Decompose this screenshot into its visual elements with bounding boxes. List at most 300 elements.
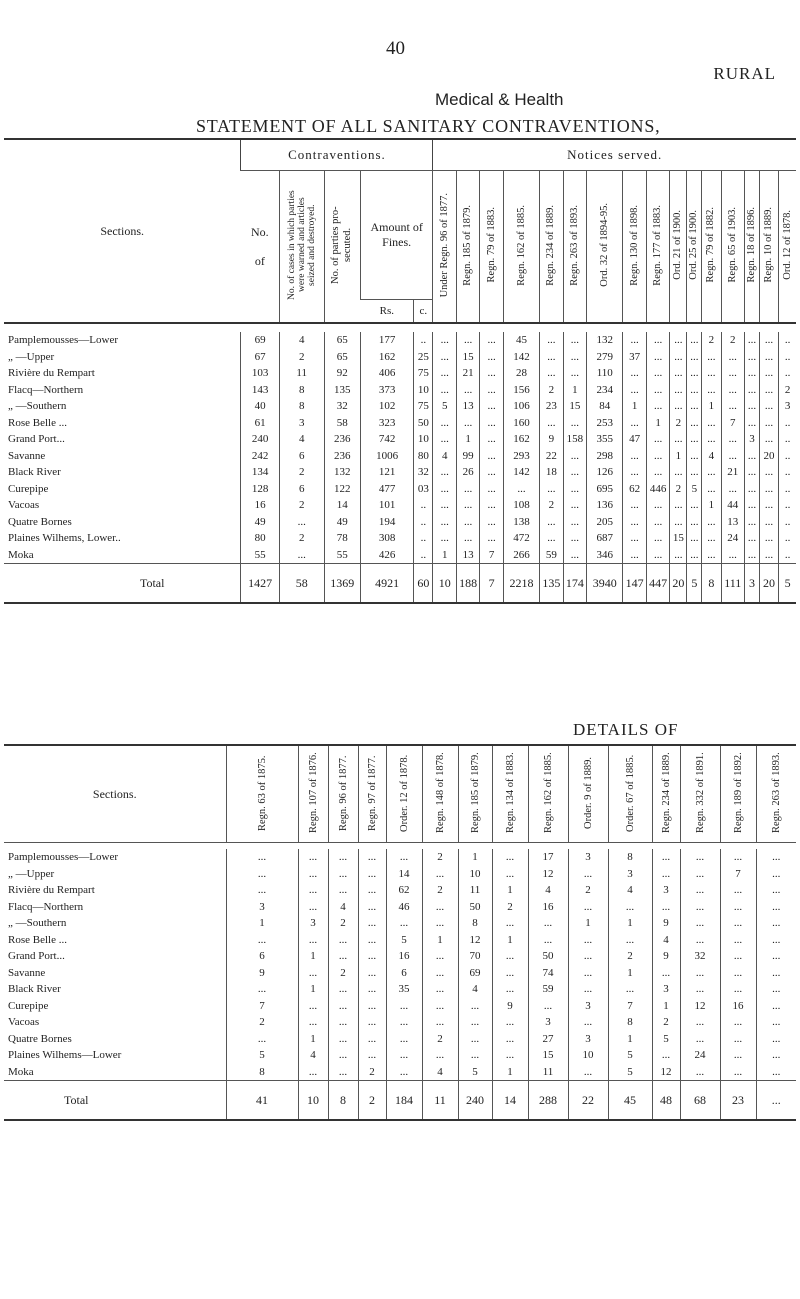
- details-cell: ...: [386, 1047, 422, 1064]
- notice-cell: 2: [540, 497, 563, 514]
- notice-cell: 695: [587, 481, 623, 498]
- table-row: [4, 431, 796, 448]
- details-cell: ...: [328, 849, 358, 866]
- notice-cell: 62: [623, 481, 646, 498]
- notice-cell: ...: [687, 415, 702, 432]
- notice-cell: 136: [587, 497, 623, 514]
- details-col-header: [386, 745, 422, 843]
- notice-cell: ...: [687, 332, 702, 349]
- notice-cell: ...: [744, 448, 759, 465]
- notice-col-label: Regn. 130 of 1898.: [628, 204, 640, 286]
- details-cell: ...: [458, 1031, 492, 1048]
- section-name: Savanne: [8, 449, 46, 462]
- details-cell: ...: [298, 932, 328, 949]
- cell-c: 80: [414, 448, 433, 465]
- section-name: Black River: [8, 466, 61, 479]
- details-col-label: Regn. 96 of 1877.: [337, 754, 349, 831]
- header-rural: RURAL: [713, 64, 776, 83]
- notice-cell: ..: [779, 547, 796, 564]
- notice-cell: ...: [433, 349, 456, 366]
- table-row: [4, 464, 796, 481]
- cell-cases: 2: [279, 497, 324, 514]
- details-cell: ...: [358, 1047, 386, 1064]
- notice-cell: ...: [433, 481, 456, 498]
- section-name: „ —Southern: [8, 917, 67, 930]
- notice-cell: 293: [503, 448, 539, 465]
- details-cell: ...: [680, 932, 720, 949]
- details-cell: ...: [720, 932, 756, 949]
- notice-cell: ...: [563, 415, 586, 432]
- cell-pros: 65: [324, 332, 360, 349]
- cell-cases: 8: [279, 382, 324, 399]
- details-cell: 7: [226, 998, 298, 1015]
- notice-col-label: Ord. 12 of 1878.: [781, 210, 793, 280]
- notice-cell: 3: [744, 431, 759, 448]
- notice-cell: 106: [503, 398, 539, 415]
- details-cell: 2: [422, 1031, 458, 1048]
- cell-rs: 101: [360, 497, 413, 514]
- cell-cases: 2: [279, 349, 324, 366]
- details-cell: ...: [422, 915, 458, 932]
- notice-cell: ...: [480, 464, 503, 481]
- notice-cell: 15: [456, 349, 479, 366]
- details-cell: ...: [328, 866, 358, 883]
- total-details-cell: 8: [328, 1081, 358, 1121]
- table-row: [4, 398, 796, 415]
- notice-cell: ...: [744, 514, 759, 531]
- details-cell: ...: [720, 849, 756, 866]
- details-col-label: Regn. 162 of 1885.: [542, 752, 554, 833]
- notice-cell: ...: [540, 365, 563, 382]
- notice-cell: 3: [779, 398, 796, 415]
- notice-cell: ...: [563, 464, 586, 481]
- notice-cell: ...: [623, 547, 646, 564]
- notice-cell: 7: [480, 547, 503, 564]
- cell-no: 69: [241, 332, 279, 349]
- total-details-cell: 240: [458, 1081, 492, 1121]
- details-cell: ...: [608, 899, 652, 916]
- notice-col-label: Ord. 21 of 1900.: [672, 210, 684, 280]
- details-cell: ...: [298, 849, 328, 866]
- section-name: Rivière du Rempart: [8, 884, 95, 897]
- total-notice-cell: 5: [779, 564, 796, 604]
- details-cell: ...: [358, 899, 386, 916]
- table-row: [4, 1047, 796, 1064]
- details-cell: 27: [528, 1031, 568, 1048]
- notice-col-header: [721, 171, 744, 324]
- notice-col-label: Regn. 18 of 1896.: [745, 207, 757, 283]
- details-cell: ...: [568, 932, 608, 949]
- cell-c: ..: [414, 514, 433, 531]
- details-cell: ...: [568, 981, 608, 998]
- notice-col-label: Regn. 234 of 1889.: [545, 204, 557, 286]
- notice-cell: 4: [433, 448, 456, 465]
- cell-c: 03: [414, 481, 433, 498]
- cell-no: 61: [241, 415, 279, 432]
- notice-cell: 44: [721, 497, 744, 514]
- details-cell: ...: [328, 998, 358, 1015]
- total-details-cell: 2: [358, 1081, 386, 1121]
- notice-cell: 1: [433, 547, 456, 564]
- notice-cell: ...: [670, 464, 687, 481]
- notice-cell: ...: [759, 349, 778, 366]
- notice-cell: ...: [456, 332, 479, 349]
- notice-col-label: Regn. 79 of 1882.: [705, 207, 717, 283]
- details-cell: ...: [652, 866, 680, 883]
- total-details-cell: 41: [226, 1081, 298, 1121]
- contraventions-group-header: Contraventions.: [241, 139, 433, 171]
- details-cell: 70: [458, 948, 492, 965]
- notice-cell: ...: [540, 514, 563, 531]
- cell-cases: 4: [279, 431, 324, 448]
- notice-cell: ...: [646, 431, 669, 448]
- details-cell: 9: [226, 965, 298, 982]
- notice-cell: ...: [480, 530, 503, 547]
- notice-cell: ...: [623, 365, 646, 382]
- notice-cell: ...: [433, 514, 456, 531]
- notice-cell: 1: [456, 431, 479, 448]
- notice-cell: ...: [646, 464, 669, 481]
- table-row: [4, 382, 796, 399]
- of-label: of: [254, 253, 265, 268]
- details-cell: ...: [756, 866, 796, 883]
- details-cell: ...: [528, 998, 568, 1015]
- notice-cell: ...: [623, 464, 646, 481]
- details-cell: 1: [608, 915, 652, 932]
- total-c: 60: [414, 564, 433, 604]
- details-cell: ...: [720, 1031, 756, 1048]
- details-cell: ...: [328, 948, 358, 965]
- details-cell: 1: [608, 965, 652, 982]
- notice-col-label: Regn. 10 of 1889.: [763, 207, 775, 283]
- notice-cell: ...: [702, 431, 721, 448]
- details-cell: 3: [568, 849, 608, 866]
- notice-cell: ...: [563, 349, 586, 366]
- notice-cell: ...: [540, 349, 563, 366]
- details-cell: ...: [386, 1014, 422, 1031]
- notice-cell: ..: [779, 415, 796, 432]
- details-cell: 8: [608, 849, 652, 866]
- notice-cell: ...: [646, 398, 669, 415]
- details-col-label: Regn. 107 of 1876.: [307, 752, 319, 833]
- notice-cell: 4: [702, 448, 721, 465]
- total-details-cell: 184: [386, 1081, 422, 1121]
- notice-cell: ..: [779, 431, 796, 448]
- details-cell: ...: [680, 1031, 720, 1048]
- details-cell: ...: [328, 1031, 358, 1048]
- details-cell: ...: [492, 981, 528, 998]
- notice-cell: ...: [759, 514, 778, 531]
- details-cell: ...: [358, 849, 386, 866]
- details-cell: ...: [652, 899, 680, 916]
- notice-cell: ...: [456, 514, 479, 531]
- details-cell: 16: [528, 899, 568, 916]
- section-name: Rose Belle ...: [8, 416, 67, 429]
- cases-header: No. of cases in which parties were warned and articles seized and destroyed.: [279, 171, 324, 324]
- cell-rs: 1006: [360, 448, 413, 465]
- table-row: [4, 497, 796, 514]
- notice-cell: 158: [563, 431, 586, 448]
- cell-no: 67: [241, 349, 279, 366]
- details-cell: 2: [492, 899, 528, 916]
- details-cell: ...: [328, 1064, 358, 1081]
- cell-no: 134: [241, 464, 279, 481]
- notice-cell: ...: [744, 332, 759, 349]
- details-cell: ...: [358, 866, 386, 883]
- details-cell: 32: [680, 948, 720, 965]
- details-col-header: [226, 745, 298, 843]
- details-cell: ...: [298, 1014, 328, 1031]
- notice-cell: ...: [563, 530, 586, 547]
- cell-cases: 4: [279, 332, 324, 349]
- notice-cell: ...: [480, 349, 503, 366]
- details-cell: 9: [492, 998, 528, 1015]
- details-cell: 6: [226, 948, 298, 965]
- section-name: Quatre Bornes: [8, 515, 72, 528]
- cell-cases: ...: [279, 547, 324, 564]
- details-cell: 46: [386, 899, 422, 916]
- details-cell: ...: [226, 866, 298, 883]
- details-cell: ...: [358, 981, 386, 998]
- notice-col-header: [433, 171, 456, 324]
- details-cell: 8: [608, 1014, 652, 1031]
- section-name: Plaines Wilhems, Lower..: [8, 532, 121, 545]
- notice-col-label: Under Regn. 96 of 1877.: [438, 192, 450, 298]
- details-cell: 12: [652, 1064, 680, 1081]
- sections-header: Sections.: [100, 223, 145, 238]
- details-cell: 16: [720, 998, 756, 1015]
- notice-cell: ...: [646, 497, 669, 514]
- section-name: Quatre Bornes: [8, 1032, 72, 1045]
- notice-cell: 138: [503, 514, 539, 531]
- details-cell: ...: [652, 965, 680, 982]
- notice-cell: ...: [687, 382, 702, 399]
- cell-cases: 11: [279, 365, 324, 382]
- notice-cell: ...: [687, 530, 702, 547]
- notice-cell: ...: [702, 365, 721, 382]
- details-cell: 2: [568, 882, 608, 899]
- prosecuted-header: No. of parties pro-secuted.: [324, 171, 360, 324]
- notice-cell: ...: [759, 332, 778, 349]
- notice-cell: ...: [563, 481, 586, 498]
- details-cell: ...: [652, 1047, 680, 1064]
- details-cell: ...: [328, 882, 358, 899]
- details-cell: ...: [756, 1064, 796, 1081]
- total-notice-cell: 2218: [503, 564, 539, 604]
- notice-col-label: Regn. 185 of 1879.: [462, 204, 474, 286]
- notice-cell: 21: [456, 365, 479, 382]
- details-cell: 15: [528, 1047, 568, 1064]
- details-sections-header: Sections.: [92, 786, 137, 801]
- notice-cell: ...: [480, 365, 503, 382]
- notice-cell: ...: [480, 332, 503, 349]
- notice-cell: ...: [670, 332, 687, 349]
- notice-cell: 99: [456, 448, 479, 465]
- details-cell: ...: [458, 1014, 492, 1031]
- details-col-header: [608, 745, 652, 843]
- details-cell: ...: [720, 948, 756, 965]
- details-cell: 3: [652, 981, 680, 998]
- details-cell: ...: [568, 965, 608, 982]
- table-row: [4, 514, 796, 531]
- notice-col-header: [480, 171, 503, 324]
- notice-cell: ...: [646, 448, 669, 465]
- notice-cell: ...: [670, 365, 687, 382]
- notice-cell: ..: [779, 514, 796, 531]
- notice-cell: ..: [779, 497, 796, 514]
- total-notice-cell: 20: [759, 564, 778, 604]
- details-cell: ...: [328, 1014, 358, 1031]
- details-cell: ...: [422, 1047, 458, 1064]
- notice-cell: 160: [503, 415, 539, 432]
- section-name: Grand Port...: [8, 950, 65, 963]
- notice-cell: ...: [456, 415, 479, 432]
- cell-c: 10: [414, 382, 433, 399]
- notice-col-header: [687, 171, 702, 324]
- notice-cell: ...: [456, 530, 479, 547]
- notice-cell: ...: [721, 547, 744, 564]
- notice-cell: 298: [587, 448, 623, 465]
- table-row: [4, 1031, 796, 1048]
- total-notice-cell: 3: [744, 564, 759, 604]
- section-name: „ —Upper: [8, 867, 55, 880]
- details-cell: ...: [652, 849, 680, 866]
- details-cell: ...: [226, 981, 298, 998]
- notice-cell: 7: [721, 415, 744, 432]
- notice-cell: 142: [503, 349, 539, 366]
- cell-no: 16: [241, 497, 279, 514]
- cell-cases: 8: [279, 398, 324, 415]
- notice-cell: 21: [721, 464, 744, 481]
- notice-col-header: [503, 171, 539, 324]
- total-cases: 58: [279, 564, 324, 604]
- notice-col-header: [779, 171, 796, 324]
- notice-cell: ...: [744, 481, 759, 498]
- notice-cell: 22: [540, 448, 563, 465]
- details-cell: 2: [422, 882, 458, 899]
- details-cell: ...: [226, 882, 298, 899]
- notice-cell: 37: [623, 349, 646, 366]
- section-name: Curepipe: [8, 482, 49, 495]
- details-cell: 4: [458, 981, 492, 998]
- details-cell: 1: [458, 849, 492, 866]
- notice-cell: 1: [670, 448, 687, 465]
- details-cell: ...: [568, 948, 608, 965]
- details-col-header: [422, 745, 458, 843]
- details-cell: ...: [720, 1047, 756, 1064]
- details-cell: ...: [492, 849, 528, 866]
- notice-cell: ...: [623, 514, 646, 531]
- details-cell: ...: [226, 1031, 298, 1048]
- table-row: [4, 998, 796, 1015]
- cell-cases: ...: [279, 514, 324, 531]
- notice-cell: ...: [540, 415, 563, 432]
- notice-cell: ...: [563, 497, 586, 514]
- table-row: [4, 365, 796, 382]
- details-cell: ...: [680, 915, 720, 932]
- table-row: [4, 1064, 796, 1081]
- cell-pros: 236: [324, 431, 360, 448]
- total-notice-cell: 8: [702, 564, 721, 604]
- notice-cell: 446: [646, 481, 669, 498]
- notice-col-header: [744, 171, 759, 324]
- total-details-cell: 14: [492, 1081, 528, 1121]
- notice-cell: ...: [646, 514, 669, 531]
- details-cell: 5: [226, 1047, 298, 1064]
- table-row: [4, 899, 796, 916]
- details-cell: 7: [608, 998, 652, 1015]
- details-cell: ...: [568, 1064, 608, 1081]
- notice-cell: ...: [540, 481, 563, 498]
- page-number: 40: [386, 38, 405, 59]
- notice-cell: ...: [744, 415, 759, 432]
- amount-of-fines-header: Amount of Fines.: [360, 171, 433, 300]
- details-cell: 69: [458, 965, 492, 982]
- details-cell: ...: [680, 849, 720, 866]
- details-cell: ...: [720, 981, 756, 998]
- details-cell: 3: [652, 882, 680, 899]
- notice-cell: ...: [721, 431, 744, 448]
- notice-cell: 108: [503, 497, 539, 514]
- details-cell: 4: [422, 1064, 458, 1081]
- notice-cell: 253: [587, 415, 623, 432]
- cell-c: ..: [414, 497, 433, 514]
- details-cell: ...: [358, 965, 386, 982]
- details-cell: ...: [492, 1031, 528, 1048]
- details-col-header: [298, 745, 328, 843]
- notice-cell: ...: [480, 431, 503, 448]
- notice-cell: 28: [503, 365, 539, 382]
- notice-cell: ...: [563, 365, 586, 382]
- notice-cell: ...: [480, 481, 503, 498]
- details-col-header: [528, 745, 568, 843]
- notice-col-header: [456, 171, 479, 324]
- details-cell: 1: [298, 981, 328, 998]
- total-notice-cell: 147: [623, 564, 646, 604]
- details-cell: ...: [298, 899, 328, 916]
- details-cell: 2: [328, 915, 358, 932]
- rs-header: Rs.: [360, 300, 413, 324]
- details-col-label: Regn. 189 of 1892.: [732, 752, 744, 833]
- details-cell: 4: [298, 1047, 328, 1064]
- notice-cell: 2: [540, 382, 563, 399]
- notice-cell: ...: [623, 448, 646, 465]
- notice-col-header: [670, 171, 687, 324]
- details-cell: 5: [608, 1064, 652, 1081]
- notice-cell: 234: [587, 382, 623, 399]
- details-col-label: Order. 67 of 1885.: [624, 753, 636, 832]
- notice-cell: ...: [623, 332, 646, 349]
- notice-cell: ...: [702, 514, 721, 531]
- subheader-medical: Medical & Health: [435, 90, 564, 109]
- notice-cell: ...: [759, 547, 778, 564]
- cell-c: ..: [414, 547, 433, 564]
- total-notice-cell: 135: [540, 564, 563, 604]
- notice-cell: ...: [646, 365, 669, 382]
- total-details-cell: 11: [422, 1081, 458, 1121]
- details-cell: 5: [608, 1047, 652, 1064]
- cell-no: 242: [241, 448, 279, 465]
- notice-cell: ..: [779, 365, 796, 382]
- notice-cell: 156: [503, 382, 539, 399]
- notice-cell: ...: [540, 530, 563, 547]
- notice-col-label: Regn. 177 of 1883.: [652, 204, 664, 286]
- details-cell: ...: [422, 948, 458, 965]
- details-cell: ...: [608, 981, 652, 998]
- notice-cell: ...: [480, 382, 503, 399]
- notice-cell: ...: [702, 481, 721, 498]
- notice-cell: 2: [702, 332, 721, 349]
